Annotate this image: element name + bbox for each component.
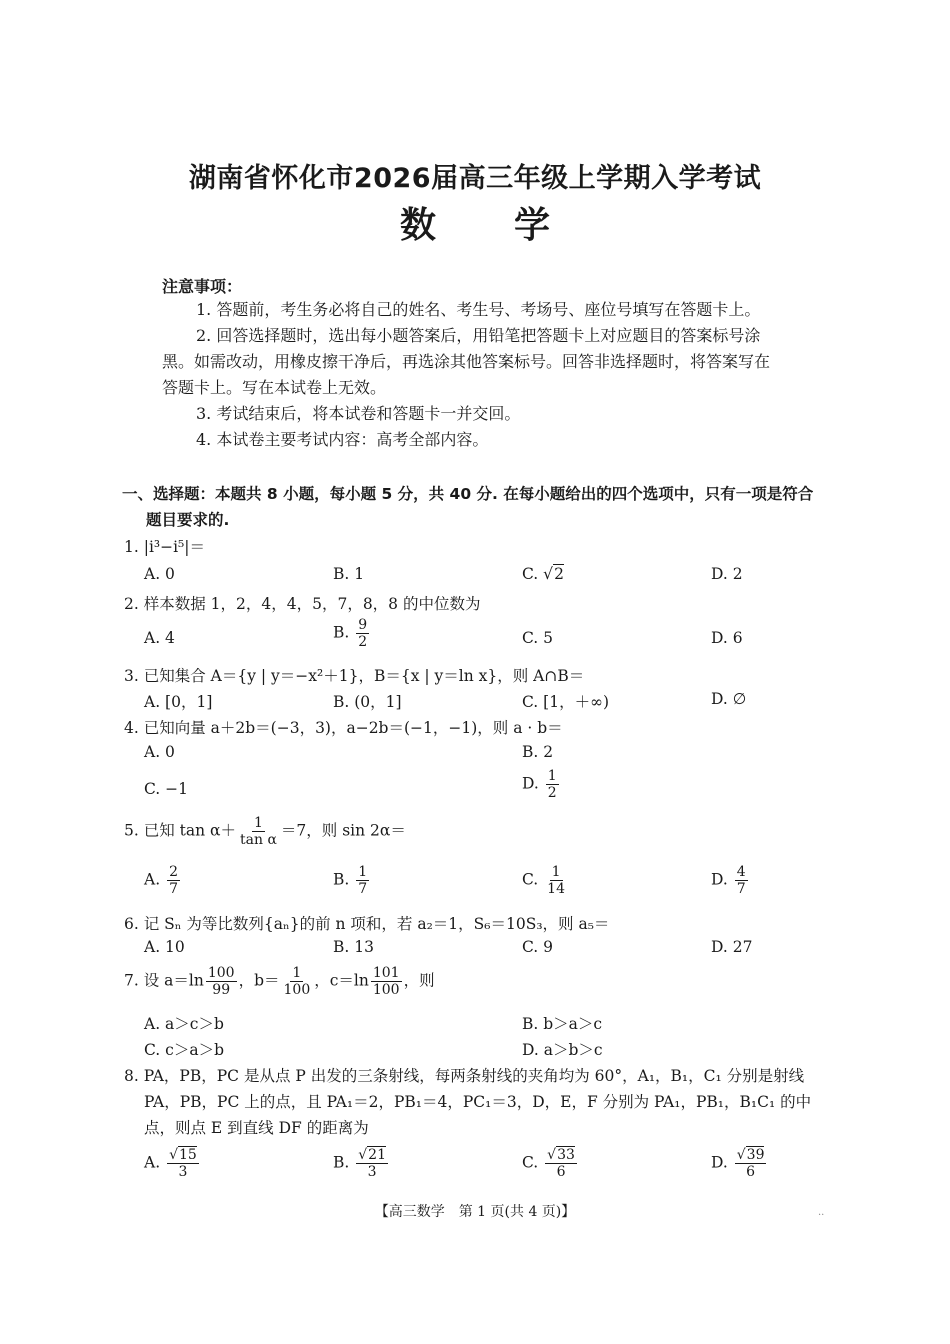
- question-7-option-d: D. a＞b＞c: [522, 1041, 603, 1059]
- question-3-option-a: A. [0，1]: [144, 693, 213, 711]
- question-3-stem: 3. 已知集合 A＝{y | y＝−x²＋1}，B＝{x | y＝ln x}，则 A∩B＝: [124, 667, 585, 685]
- question-7-option-c: C. c＞a＞b: [144, 1041, 225, 1059]
- question-1-option-b: B. 1: [333, 565, 365, 583]
- question-5-stem: 5. 已知 tan α＋ $\frac{1}{\text{tan α}}$ ＝7，则 sin 2α＝: [124, 815, 406, 848]
- notice-item-1: 1. 答题前，考生务必将自己的姓名、考生号、考场号、座位号填写在答题卡上。: [196, 300, 761, 319]
- question-8-stem-line-2: PA，PB，PC 上的点，且 PA₁＝2，PB₁＝4，PC₁＝3，D，E，F 分别为 PA₁，PB₁，B₁C₁ 的中: [144, 1093, 812, 1111]
- question-8-stem-line-3: 点，则点 E 到直线 DF 的距离为: [144, 1119, 369, 1137]
- notice-item-2-line-3: 答题卡上。写在本试卷上无效。: [162, 378, 387, 397]
- question-8-option-c: C. $\frac{√33}{6}$: [522, 1147, 575, 1180]
- question-8-stem-line-1: 8. PA，PB，PC 是从点 P 出发的三条射线，每两条射线的夹角均为 60°，A₁，B₁，C₁ 分别是射线: [124, 1067, 805, 1085]
- page-footer: 【高三数学 第 1 页(共 4 页)】: [374, 1204, 576, 1220]
- section-heading: 一、选择题：本题共 8 小题，每小题 5 分，共 40 分. 在每小题给出的四个选项中，只有一项是符合: [122, 485, 814, 503]
- question-2-option-c: C. 5: [522, 629, 554, 647]
- notice-item-2-line-2: 黑。如需改动，用橡皮擦干净后，再选涂其他答案标号。回答非选择题时，将答案写在: [162, 352, 771, 371]
- question-4-option-a: A. 0: [144, 743, 175, 761]
- notice-item-3: 3. 考试结束后，将本试卷和答题卡一并交回。: [196, 404, 521, 423]
- exam-title: 湖南省怀化市2026届高三年级上学期入学考试: [188, 163, 762, 194]
- question-2-option-a: A. 4: [144, 629, 175, 647]
- question-5-option-a: A. $\frac{2}{7}$: [144, 864, 178, 897]
- question-1-option-d: D. 2: [711, 565, 743, 583]
- question-8-option-d: D. $\frac{√39}{6}$: [711, 1147, 765, 1180]
- question-2-stem: 2. 样本数据 1，2，4，4，5，7，8，8 的中位数为: [124, 595, 481, 613]
- notice-heading: 注意事项：: [162, 277, 243, 296]
- question-3-option-d: D. ∅: [711, 690, 747, 708]
- question-7-option-a: A. a＞c＞b: [144, 1015, 224, 1033]
- question-8-option-b: B. $\frac{√21}{3}$: [333, 1147, 386, 1180]
- notice-item-2-line-1: 2. 回答选择题时，选出每小题答案后，用铅笔把答题卡上对应题目的答案标号涂: [196, 326, 761, 345]
- notice-item-4: 4. 本试卷主要考试内容：高考全部内容。: [196, 430, 489, 449]
- question-7-stem: 7. 设 a＝ln $\frac{100}{99}$ ，b＝ $\frac{1}{100}$ ，c＝ln $\frac{101}{100}$ ，则: [124, 965, 435, 998]
- question-3-option-c: C. [1，＋∞): [522, 693, 610, 711]
- question-6-stem: 6. 记 Sₙ 为等比数列{aₙ}的前 n 项和，若 a₂＝1，S₆＝10S₃，则 a₅＝: [124, 915, 610, 933]
- question-4-option-c: C. −1: [144, 780, 189, 798]
- question-5-option-b: B. $\frac{1}{7}$: [333, 864, 368, 897]
- question-2-option-d: D. 6: [711, 629, 743, 647]
- question-4-stem: 4. 已知向量 a＋2b＝(−3，3)，a−2b＝(−1，−1)，则 a · b＝: [124, 719, 563, 737]
- question-6-option-d: D. 27: [711, 938, 753, 956]
- question-6-option-b: B. 13: [333, 938, 374, 956]
- question-2-option-b: B. $\frac{9}{2}$: [333, 617, 368, 650]
- question-7-option-b: B. b＞a＞c: [522, 1015, 603, 1033]
- question-1-option-c: C. √2: [522, 565, 564, 583]
- page-marks: ..: [818, 1207, 825, 1218]
- question-6-option-c: C. 9: [522, 938, 554, 956]
- question-1-stem: 1. |i³−i⁵|＝: [124, 538, 205, 556]
- subject-title: 数学: [399, 205, 628, 246]
- question-6-option-a: A. 10: [144, 938, 185, 956]
- question-4-option-b: B. 2: [522, 743, 554, 761]
- question-8-option-a: A. $\frac{√15}{3}$: [144, 1147, 197, 1180]
- question-1-option-a: A. 0: [144, 565, 175, 583]
- question-4-option-d: D. $\frac{1}{2}$: [522, 768, 557, 801]
- question-5-option-c: C. $\frac{1}{14}$: [522, 864, 565, 897]
- section-heading-cont: 题目要求的.: [146, 511, 230, 529]
- question-5-option-d: D. $\frac{4}{7}$: [711, 864, 746, 897]
- question-3-option-b: B. (0，1]: [333, 693, 402, 711]
